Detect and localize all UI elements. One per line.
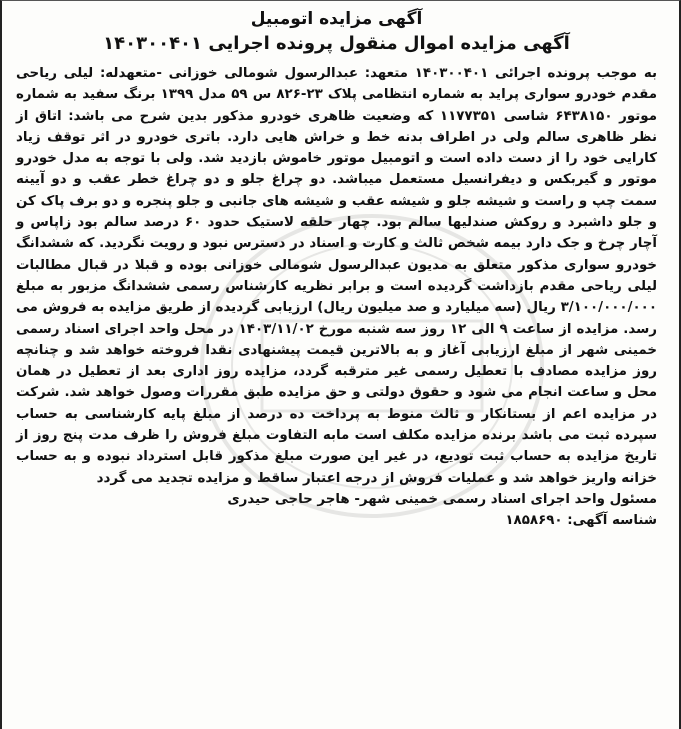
notice-subtitle: آگهی مزایده اموال منقول پرونده اجرایی ۱۴۰۳۰۰۴۰۱	[103, 33, 570, 54]
notice-title: آگهی مزایده اتومبیل	[250, 9, 423, 29]
notice-signature: مسئول واحد اجرای اسناد رسمی خمینی شهر- هاجر حاجی حیدری	[227, 491, 657, 507]
notice-body: به موجب پرونده اجرائی ۱۴۰۳۰۰۴۰۱ متعهد: عبدالرسول شومالی خوزانی -متعهدله: لیلی ریاحی مقدم خودرو سواری پراید به شماره انتظامی پلاک ۲۳-۸۲۶ س ۵۹ مدل ۱۳۹۹ برنگ سفید به شماره موتور ۶۴۳۸۱۵۰ شاسی ۱۱۷۷۳۵۱ که وضعیت ظاهری خودرو مذکور بدین شرح می باشد: اتاق از نظر ظاهری سالم ولی در اطراف بدنه خط و خراش هایی دارد. باتری خودرو در اثر توقف زیاد کارایی خود را از دست داده است و اتومبیل موتور خاموش بازدید شد. ولی با توجه به مدل خودرو موتور و گیربکس و دیفرانسیل مستعمل میباشد. دو چراغ جلو و دو چراغ خطر عقب و دو آیینه سمت چپ و راست و شیشه جلو و شیشه عقب و شیشه های جانبی و جلو پنجره و دو برف پاک کن و جلو داشبرد و روکش صندلیها سالم بود. چهار حلقه لاستیک حدود ۶۰ درصد سالم بود زاپاس و آچار چرخ و جک دارد بیمه شخص ثالث و کارت و اسناد در دسترس نبود و رویت نگردید. که ششدانگ خودرو سواری مذکور متعلق به مدیون عبدالرسول شومالی خوزانی بوده و قبلا در قبال مطالبات لیلی ریاحی مقدم بازداشت گردیده است و برابر نظریه کارشناس رسمی ششدانگ مزبور به مبلغ ۳/۱۰۰/۰۰۰/۰۰۰ ریال (سه میلیارد و صد میلیون ریال) ارزیابی گردیده از طریق مزایده به فروش می رسد. مزایده از ساعت ۹ الی ۱۲ روز سه شنبه مورخ ۱۴۰۳/۱۱/۰۲ در محل واحد اجرای اسناد رسمی خمینی شهر از مبلغ ارزیابی آغاز و به بالاترین قیمت پیشنهادی نقدا فروخته خواهد شد و چنانچه روز مزایده مصادف با تعطیل رسمی غیر مترقبه گردد، مزایده روز اداری بعد از تعطیل در همان محل و ساعت انجام می شود و حقوق دولتی و حق مزایده طبق مقررات وصول خواهد شد. شرکت در مزایده اعم از بستانکار و ثالث منوط به پرداخت ده درصد از مبلغ پایه کارشناسی به حساب سپرده ثبت می باشد برنده مزایده مکلف است مابه التفاوت مبلغ فروش را ظرف مدت پنج روز از تاریخ مزایده به حساب ثبت تودیع، در غیر این صورت مبلغ مذکور قابل استرداد نبوده و به حساب خزانه واریز خواهد شد و عملیات فروش از درجه اعتبار ساقط و مزایده تجدید می گردد	[16, 66, 658, 486]
notice-id: شناسه آگهی: ۱۸۵۸۶۹۰	[505, 513, 657, 529]
